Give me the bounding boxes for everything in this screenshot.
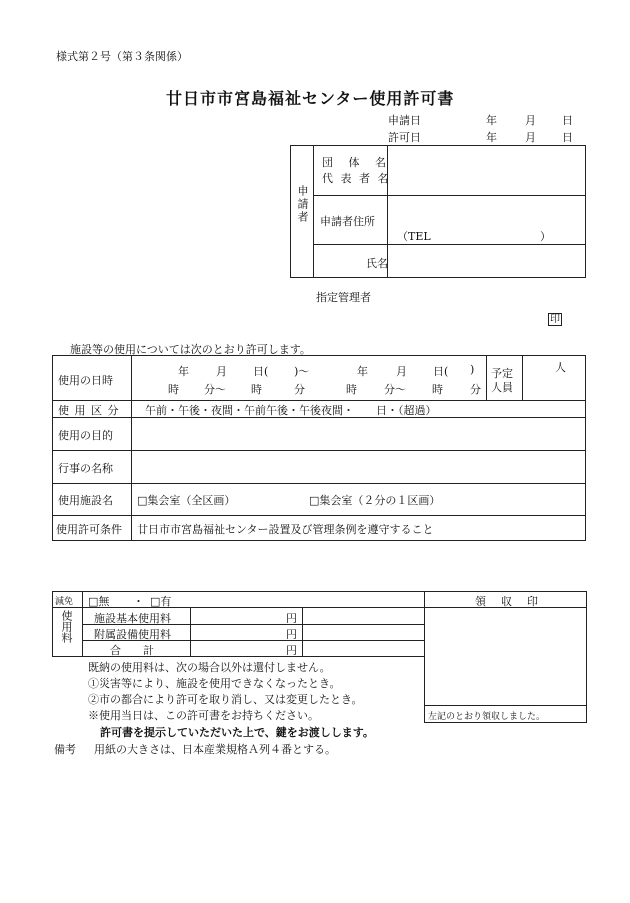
end-day-close: ) <box>470 363 475 376</box>
application-day: 日 <box>562 114 573 127</box>
start-day: 日( <box>253 365 269 378</box>
start-day-close: )～ <box>294 365 310 378</box>
datetime-label: 使用の日時 <box>58 374 113 387</box>
basic-yen: 円 <box>286 612 297 625</box>
applicant-side-label: 申請者 <box>296 185 309 224</box>
exempt-yes: □有 <box>150 595 172 608</box>
name-label: 氏名 <box>366 257 388 270</box>
page-title: 廿日市市宮島福祉センター使用許可書 <box>166 89 455 108</box>
end-month: 月 <box>396 365 407 378</box>
end-hour: 時 <box>346 383 357 396</box>
start-minute: 分～ <box>204 383 226 396</box>
remarks-text: 用紙の大きさは、日本産業規格Ａ列４番とする。 <box>94 743 336 756</box>
fee-side-label: 使用料 <box>60 610 73 643</box>
planned-label: 予定人員 <box>491 367 513 394</box>
conditions-value: 廿日市市宮島福祉センター設置及び管理条例を遵守すること <box>137 523 434 536</box>
permission-date-label: 許可日 <box>388 131 421 144</box>
receipt-header: 領 収 印 <box>475 595 540 608</box>
tel-close: ） <box>540 230 551 243</box>
application-month: 月 <box>525 114 536 127</box>
end-hour2: 時 <box>432 383 443 396</box>
facility-option-half: □集会室（２分の１区画） <box>309 494 441 507</box>
representative-label: 代 表 者 名 <box>322 172 391 185</box>
start-year: 年 <box>178 365 189 378</box>
application-date-label: 申請日 <box>388 114 421 127</box>
notes-line3: ②市の都合により許可を取り消し、又は変更したとき。 <box>88 693 363 706</box>
exempt-none: □無 <box>88 595 110 608</box>
total-label: 合 計 <box>110 644 154 657</box>
receipt-note: 左記のとおり領収しました。 <box>428 712 546 722</box>
equipment-yen: 円 <box>286 628 297 641</box>
tel-open: （TEL <box>397 230 431 243</box>
event-label: 行事の名称 <box>58 462 113 475</box>
notes-line4: ※使用当日は、この許可書をお持ちください。 <box>88 709 319 722</box>
start-hour: 時 <box>168 383 179 396</box>
start-month: 月 <box>216 365 227 378</box>
start-minute2: 分 <box>294 383 305 396</box>
form-number: 様式第２号（第３条関係） <box>56 50 188 63</box>
category-label: 使 用 区 分 <box>58 404 120 417</box>
notes-line2: ①災害等により、施設を使用できなくなったとき。 <box>88 677 341 690</box>
group-name-label: 団 体 名 <box>322 156 392 169</box>
category-value: 午前・午後・夜間・午前午後・午後夜間・ 日・（超過） <box>145 404 437 417</box>
facility-label: 使用施設名 <box>58 494 113 507</box>
remarks-label: 備考 <box>54 743 76 756</box>
total-yen: 円 <box>286 644 297 657</box>
notes-line5: 許可書を提示していただいた上で、鍵をお渡しします。 <box>100 726 374 739</box>
persons-unit: 人 <box>555 361 566 374</box>
end-day: 日( <box>433 365 449 378</box>
address-label: 申請者住所 <box>320 215 375 228</box>
equipment-fee-label: 附属設備使用料 <box>94 628 171 641</box>
end-minute: 分～ <box>384 383 406 396</box>
notes-line1: 既納の使用料は、次の場合以外は還付しません。 <box>88 661 331 674</box>
exempt-dot: ・ <box>133 595 144 608</box>
exempt-label: 減免 <box>55 597 74 607</box>
application-year: 年 <box>486 114 497 127</box>
basic-fee-label: 施設基本使用料 <box>94 612 171 625</box>
start-hour2: 時 <box>251 383 262 396</box>
permission-year: 年 <box>486 131 497 144</box>
seal-icon: 印 <box>550 314 560 325</box>
permission-month: 月 <box>525 131 536 144</box>
manager-label: 指定管理者 <box>316 291 371 304</box>
conditions-label: 使用許可条件 <box>56 523 122 536</box>
permission-day: 日 <box>562 131 573 144</box>
intro-text: 施設等の使用については次のとおり許可します。 <box>70 343 311 356</box>
purpose-label: 使用の目的 <box>58 429 113 442</box>
facility-option-full: □集会室（全区画） <box>137 494 236 507</box>
end-minute2: 分 <box>470 383 481 396</box>
end-year: 年 <box>357 365 368 378</box>
